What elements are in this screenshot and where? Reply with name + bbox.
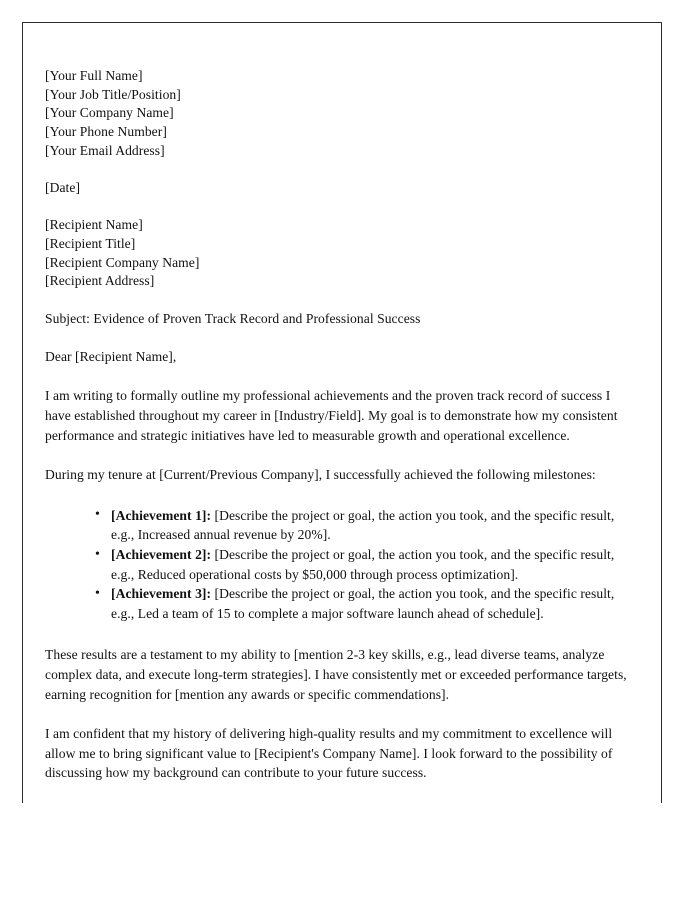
- document-page: [22, 22, 662, 803]
- achievement-label: [Achievement 1]:: [111, 507, 212, 523]
- body-paragraph-1: I am writing to formally outline my professional achievements and the proven track record of success I have established throughout my career in [Industry/Field]. My goal is to demonstrate how my consistent performance and strategic initiatives have led to measurable growth and operational excellence.: [45, 388, 618, 443]
- letter-content: [45, 67, 637, 783]
- recipient-address: [Recipient Address]: [45, 273, 155, 289]
- achievement-text: [Describe the project or goal, the action you took, and the specific result, e.g., Reduced operational costs by $50,000 through process optimization].: [111, 547, 615, 582]
- date-line: [Date]: [45, 179, 81, 195]
- spacer-after-sender: [45, 161, 637, 179]
- subject-line: Subject: Evidence of Proven Track Record and Professional Success: [45, 311, 421, 327]
- sender-phone: [Your Phone Number]: [45, 124, 167, 140]
- spacer-after-paragraph-3: [45, 704, 637, 724]
- list-item: [99, 545, 637, 584]
- recipient-company: [Recipient Company Name]: [45, 254, 200, 270]
- sender-name: [Your Full Name]: [45, 68, 143, 83]
- body-paragraph-3: These results are a testament to my ability to [mention 2-3 key skills, e.g., lead diverse teams, analyze complex data, and execute long-term strategies]. I have consistently met or exceeded performance targets, earning recognition for [mention any awards or specific commendations].: [45, 647, 627, 702]
- achievement-text: [Describe the project or goal, the action you took, and the specific result, e.g., Led a team of 15 to complete a major software launch ahead of schedule].: [111, 586, 615, 621]
- spacer-after-salutation: [45, 366, 637, 386]
- list-item: [99, 584, 637, 623]
- achievements-list: [45, 506, 637, 624]
- spacer-after-achievements: [45, 623, 637, 645]
- spacer-after-recipient: [45, 291, 637, 310]
- body-paragraph-2: During my tenure at [Current/Previous Company], I successfully achieved the following milestones:: [45, 467, 596, 483]
- sender-email: [Your Email Address]: [45, 142, 165, 158]
- sender-address-block: [45, 67, 637, 161]
- recipient-address-block: [45, 216, 637, 291]
- spacer-after-date: [45, 197, 637, 216]
- salutation: Dear [Recipient Name],: [45, 348, 177, 364]
- spacer-after-subject: [45, 329, 637, 348]
- sender-job-title: [Your Job Title/Position]: [45, 86, 181, 102]
- achievement-label: [Achievement 2]:: [111, 547, 212, 562]
- achievement-text: [Describe the project or goal, the action you took, and the specific result, e.g., Increased annual revenue by 20%].: [111, 507, 615, 543]
- spacer-after-paragraph-1: [45, 445, 637, 465]
- recipient-title: [Recipient Title]: [45, 235, 136, 251]
- spacer-before-achievements: [45, 485, 637, 506]
- body-paragraph-4: I am confident that my history of delivering high-quality results and my commitment to excellence will allow me to bring significant value to [Recipient's Company Name]. I look forward to the possibility of discussing how my background can contribute to your future success.: [45, 726, 613, 781]
- sender-company: [Your Company Name]: [45, 105, 174, 121]
- recipient-name: [Recipient Name]: [45, 217, 143, 233]
- achievement-label: [Achievement 3]:: [111, 586, 212, 602]
- date-block: [45, 179, 637, 198]
- list-item: [99, 506, 637, 545]
